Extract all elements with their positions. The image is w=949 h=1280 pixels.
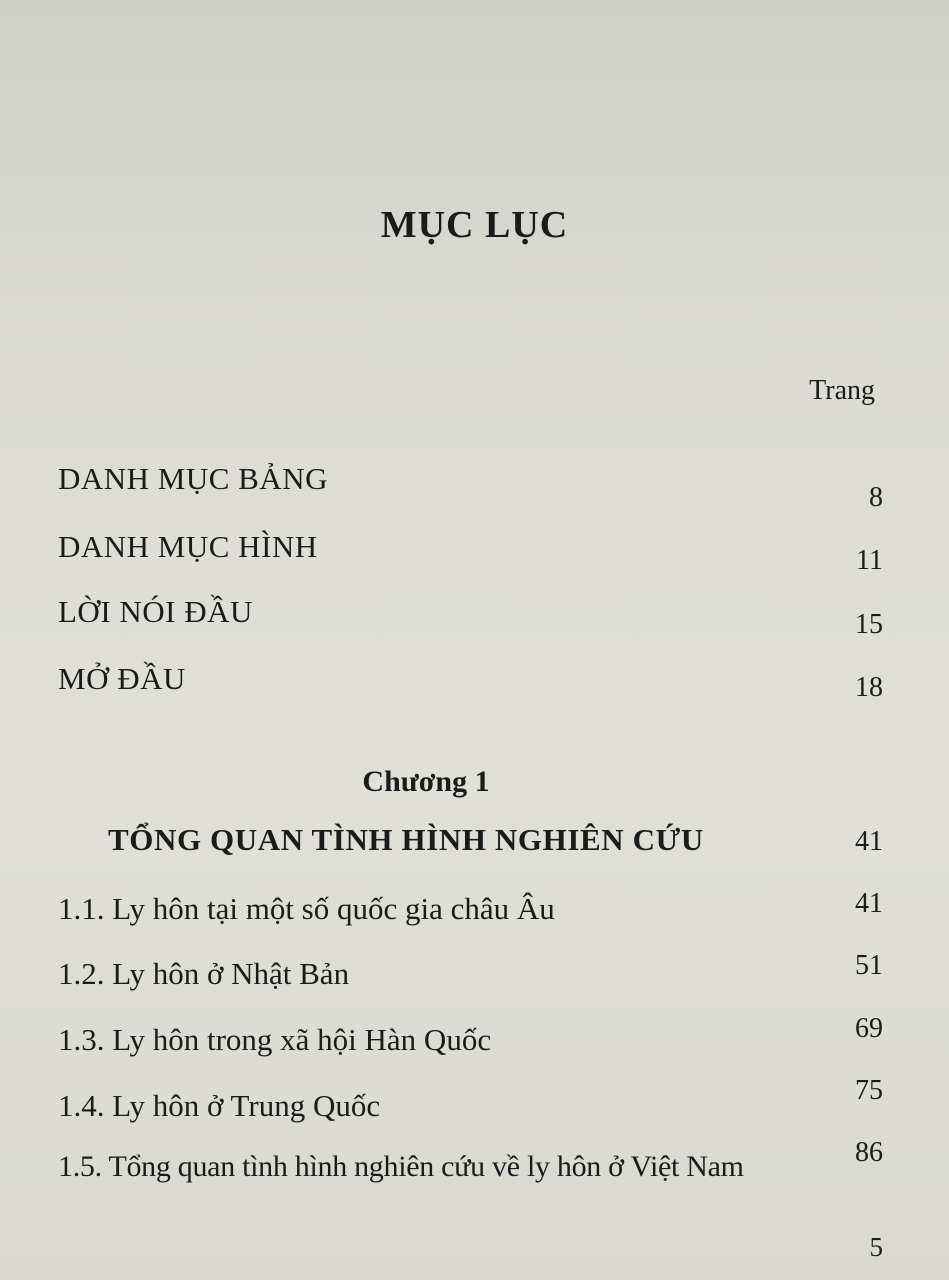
toc-entry-page: 11 [856, 545, 883, 576]
toc-section-label: 1.4. Ly hôn ở Trung Quốc [58, 1088, 381, 1123]
toc-section-page: 69 [855, 1013, 883, 1044]
toc-section-page: 86 [855, 1137, 883, 1168]
toc-section-page: 75 [855, 1075, 883, 1106]
toc-section-label: 1.2. Ly hôn ở Nhật Bản [58, 956, 350, 991]
toc-title: MỤC LỤC [380, 204, 569, 246]
chapter-page: 41 [855, 826, 883, 857]
toc-entry-page: 15 [855, 609, 883, 640]
chapter-number: Chương 1 [362, 765, 490, 798]
toc-entry-label: DANH MỤC HÌNH [58, 529, 318, 564]
toc-entry-label: LỜI NÓI ĐẦU [58, 594, 253, 629]
toc-section-label: 1.1. Ly hôn tại một số quốc gia châu Âu [58, 891, 555, 926]
toc-section-page: 41 [855, 888, 883, 919]
chapter-title: TỔNG QUAN TÌNH HÌNH NGHIÊN CỨU [108, 822, 704, 857]
toc-section-label: 1.5. Tổng quan tình hình nghiên cứu về ly hôn ở Việt Nam [58, 1150, 744, 1183]
toc-section-page: 51 [855, 950, 883, 981]
toc-entry-label: DANH MỤC BẢNG [58, 461, 329, 496]
page-number: 5 [869, 1232, 883, 1262]
toc-entry-label: MỞ ĐẦU [58, 661, 186, 696]
toc-section-label: 1.3. Ly hôn trong xã hội Hàn Quốc [58, 1022, 492, 1057]
toc-entry-page: 18 [855, 672, 883, 703]
page-column-label: Trang [809, 375, 875, 406]
toc-entry-page: 8 [869, 482, 883, 513]
